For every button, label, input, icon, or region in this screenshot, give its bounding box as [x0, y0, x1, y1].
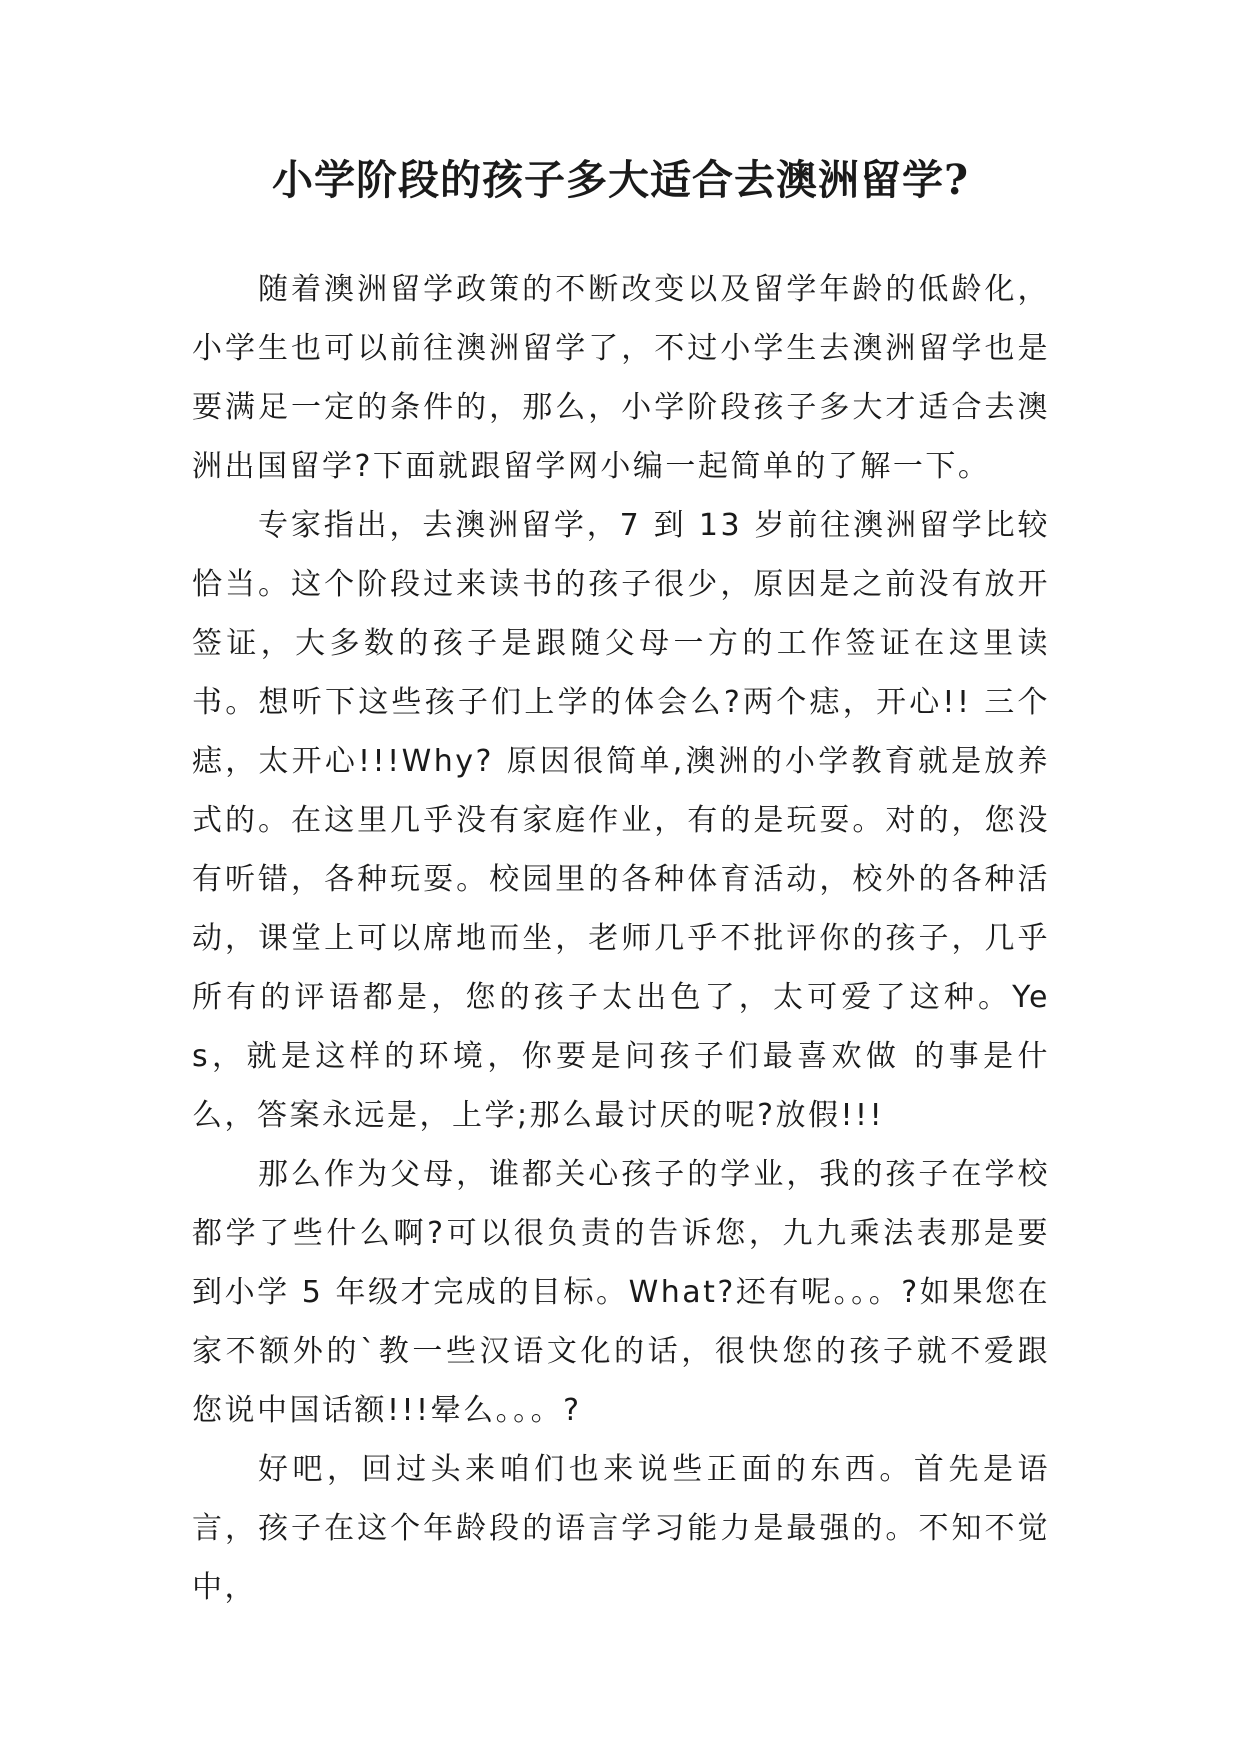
document-title: 小学阶段的孩子多大适合去澳洲留学? — [271, 156, 970, 204]
paragraph-3: 那么作为父母，谁都关心孩子的学业，我的孩子在学校都学了些什么啊?可以很负责的告诉您，九九乘法表那是要到小学 5 年级才完成的目标。What?还有呢。。。?如果您在家不额外的`教一些汉语文化的话，很快您的孩子就不爱跟您说中国话额!!!晕么。。。? — [192, 1157, 1050, 1428]
paragraph-1: 随着澳洲留学政策的不断改变以及留学年龄的低龄化，小学生也可以前往澳洲留学了，不过小学生去澳洲留学也是要满足一定的条件的，那么，小学阶段孩子多大才适合去澳洲出国留学?下面就跟留学网小编一起简单的了解一下。 — [192, 272, 1050, 484]
paragraph-2: 专家指出，去澳洲留学，7 到 13 岁前往澳洲留学比较恰当。这个阶段过来读书的孩子很少，原因是之前没有放开签证，大多数的孩子是跟随父母一方的工作签证在这里读书。想听下这些孩子们上学的体会么?两个痣，开心!! 三个痣，太开心!!!Why? 原因很简单,澳洲的小学教育就是放养式的。在这里几乎没有家庭作业，有的是玩耍。对的，您没有听错，各种玩耍。校园里的各种体育活动，校外的各种活动，课堂上可以席地而坐，老师几乎不批评你的孩子，几乎所有的评语都是，您的孩子太出色了，太可爱了这种。Yes，就是这样的环境，你要是问孩子们最喜欢做 的事是什么，答案永远是，上学;那么最讨厌的呢?放假!!! — [192, 508, 1050, 1133]
paragraph-4: 好吧，回过头来咱们也来说些正面的东西。首先是语言，孩子在这个年龄段的语言学习能力是最强的。不知不觉中， — [192, 1452, 1050, 1605]
document-body — [192, 260, 1050, 1617]
